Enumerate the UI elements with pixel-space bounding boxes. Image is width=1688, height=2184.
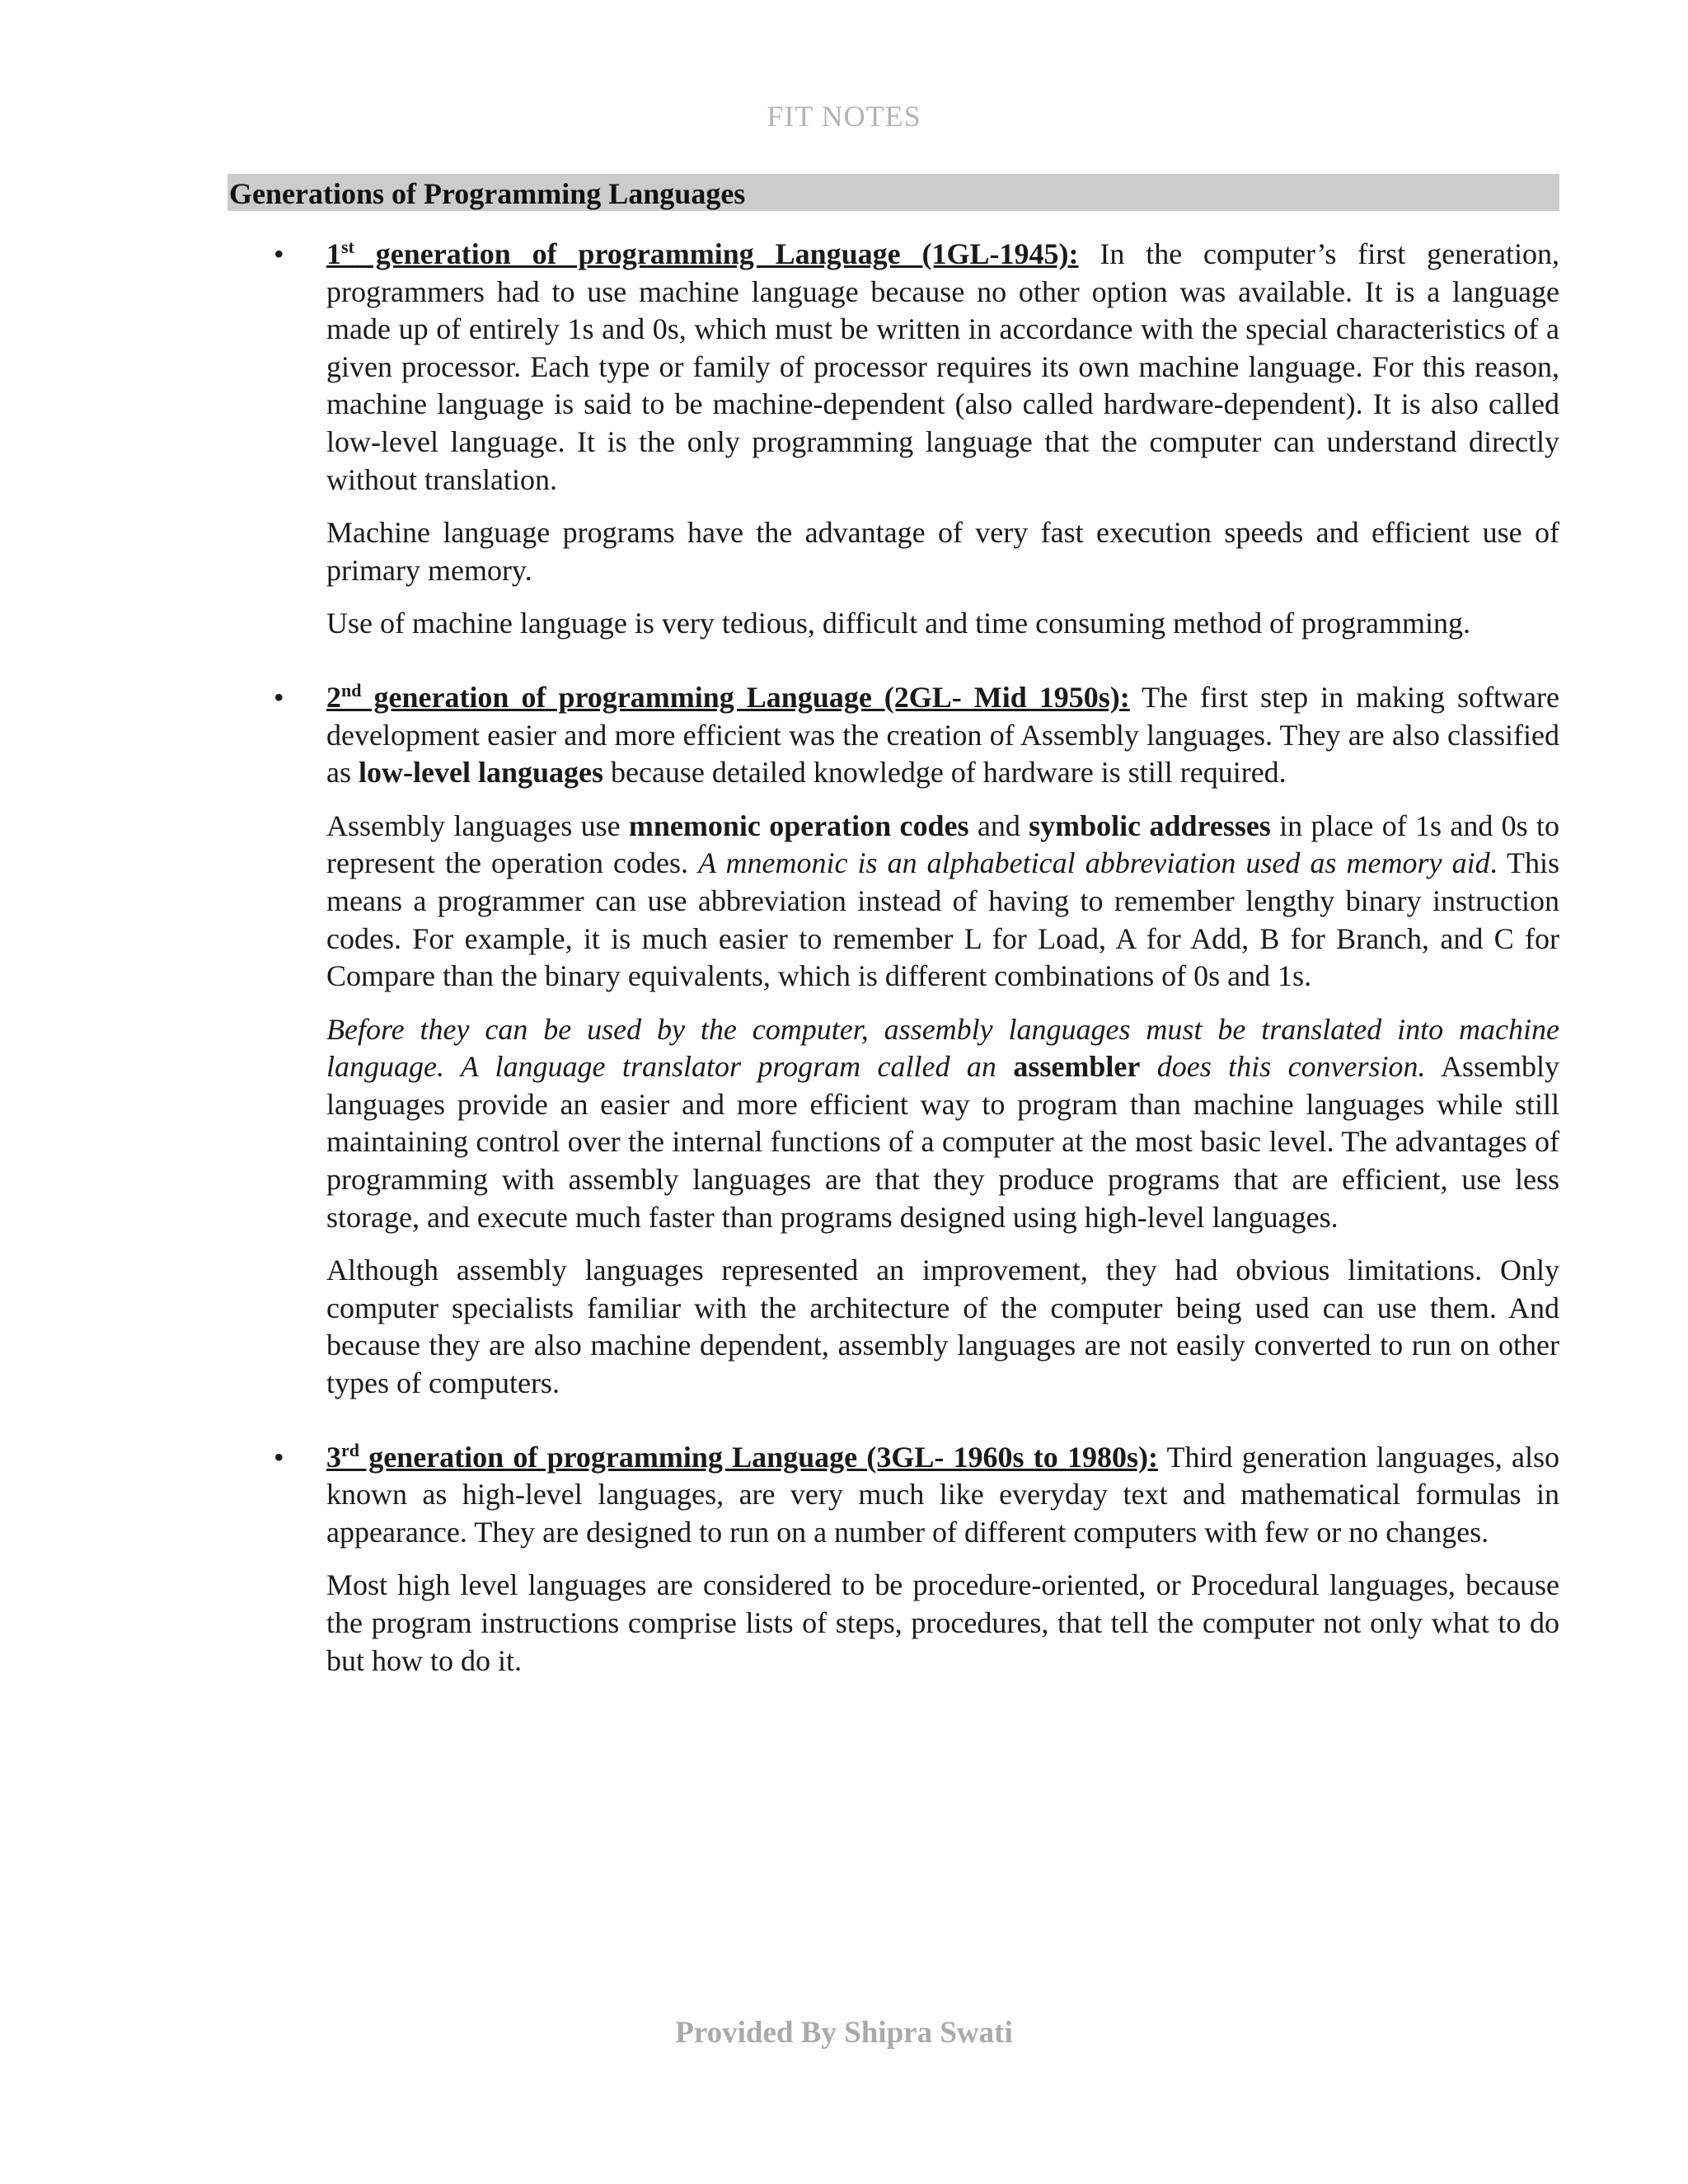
bullet-icon: •	[274, 1440, 284, 1474]
paragraph: Most high level languages are considered to be procedure-oriented, or Procedural languages, because the program instructions comprise lists of steps, procedures, that tell the computer not only what to do but how to do it.	[326, 1568, 1559, 1677]
paragraph: 2nd generation of programming Language (2GL- Mid 1950s): The first step in making software development easier and more efficient was the creation of Assembly languages. They are also classified as low-level languages because detailed knowledge of hardware is still required.	[326, 679, 1560, 790]
item-heading: 3rd generation of programming Language (3GL- 1960s to 1980s):	[326, 1439, 1158, 1474]
paragraph: 1st generation of programming Language (1GL-1945): In the computer’s first generation, programmers had to use machine language because no other option was available. It is a language made up of entirely 1s and 0s, which must be written in accordance with the special characteristics of a given processor. Each type or family of processor requires its own machine language. For this reason, machine language is said to be machine-dependent (also called hardware-dependent). It is also called low-level language. It is the only programming language that the computer can understand directly without translation.	[326, 237, 1559, 496]
paragraph: Although assembly languages represented an improvement, they had obvious limitations. Only computer specialists familiar with the architecture of the computer being used can use them. And because they are also machine dependent, assembly languages are not easily converted to run on other types of computers.	[326, 1254, 1559, 1400]
document-body	[274, 236, 1560, 1716]
page-footer: Provided By Shipra Swati	[675, 2016, 1013, 2050]
list-item-1gl	[274, 236, 1559, 643]
list-item-3gl	[274, 1439, 1559, 1680]
section-title: Generations of Programming Languages	[227, 174, 1559, 211]
bullet-icon: •	[274, 680, 284, 714]
bullet-icon: •	[274, 237, 284, 270]
paragraph: Before they can be used by the computer, assembly languages must be translated into machine language. A language translator program called an assembler does this conversion. Assembly languages provide an easier and more efficient way to program than machine languages while still maintaining control over the internal functions of a computer at the most basic level. The advantages of programming with assembly languages are that they produce programs that are efficient, use less storage, and execute much faster than programs designed using high-level languages.	[326, 1012, 1560, 1234]
item-heading: 1st generation of programming Language (1GL-1945):	[326, 237, 1079, 270]
list-item-2gl	[274, 679, 1560, 1403]
item-heading: 2nd generation of programming Language (2GL- Mid 1950s):	[326, 679, 1130, 714]
paragraph: Use of machine language is very tedious, difficult and time consuming method of programming.	[326, 607, 1471, 640]
paragraph: 3rd generation of programming Language (3GL- 1960s to 1980s): Third generation languages, also known as high-level languages, are very much like everyday text and mathematical formulas in appearance. They are designed to run on a number of different computers with few or no changes.	[326, 1439, 1559, 1549]
paragraph: Machine language programs have the advantage of very fast execution speeds and efficient use of primary memory.	[326, 516, 1559, 587]
paragraph: Assembly languages use mnemonic operation codes and symbolic addresses in place of 1s and 0s to represent the operation codes. A mnemonic is an alphabetical abbreviation used as memory aid. This means a programmer can use abbreviation instead of having to remember lengthy binary instruction codes. For example, it is much easier to remember L for Load, A for Add, B for Branch, and C for Compare than the binary equivalents, which is different combinations of 0s and 1s.	[326, 808, 1560, 993]
page-header: FIT NOTES	[767, 100, 921, 133]
